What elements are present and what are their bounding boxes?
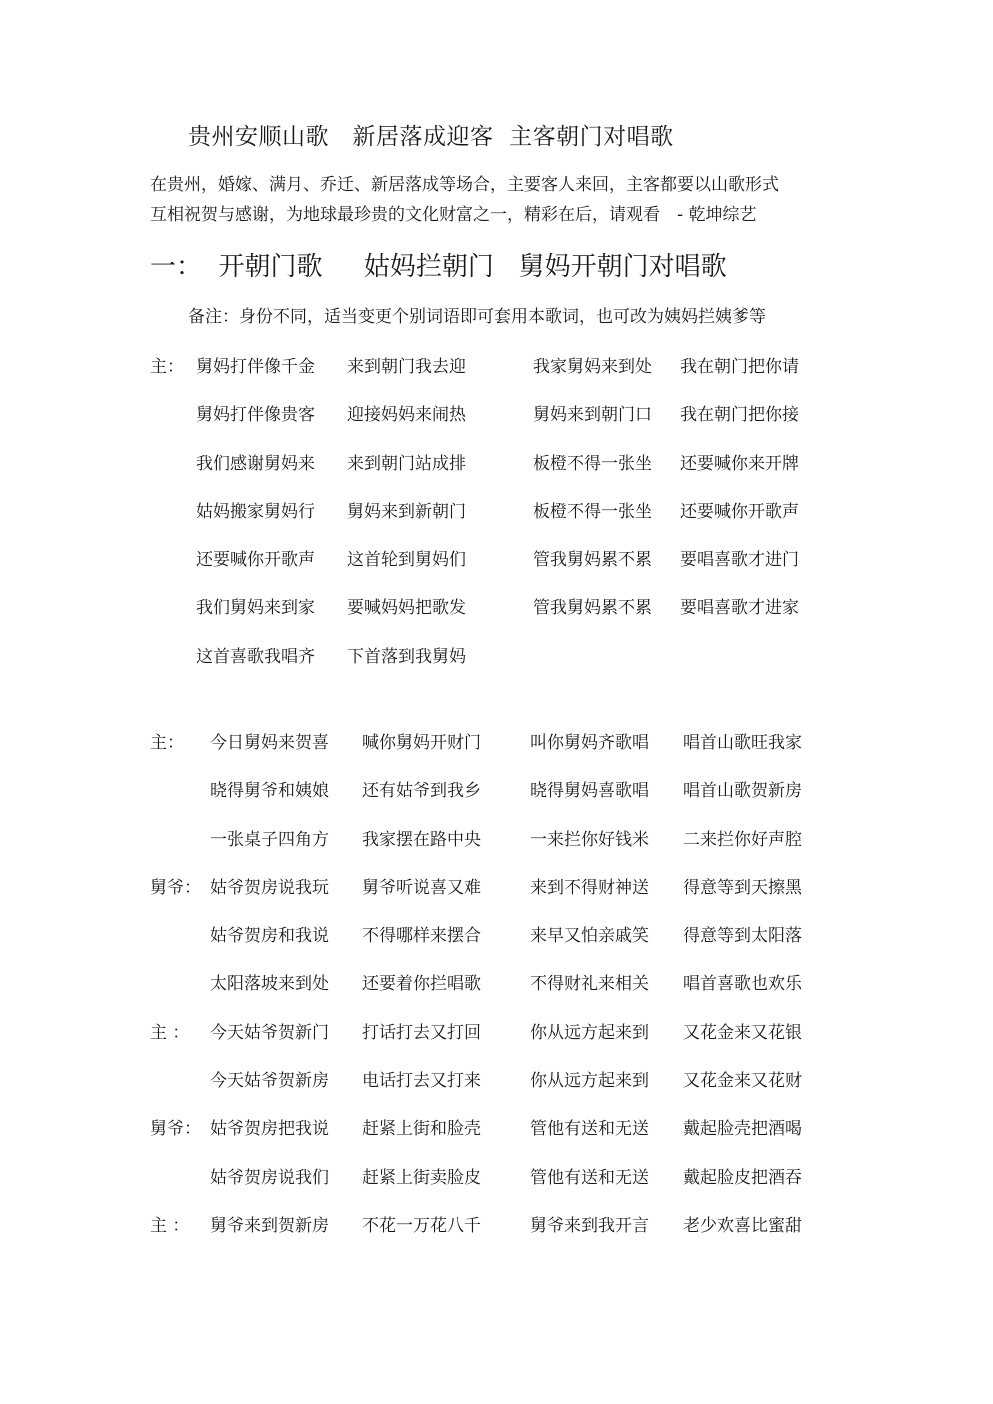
speaker-label: 主： xyxy=(150,357,184,377)
lyric-line: 得意等到天擦黑 xyxy=(683,877,802,898)
lyric-line: 我家摆在路中央 xyxy=(362,829,481,850)
speaker-label: 主 ： xyxy=(150,1022,190,1043)
lyric-line: 还有姑爷到我乡 xyxy=(362,781,481,802)
lyric-line: 一来拦你好钱米 xyxy=(530,829,649,850)
lyric-line: 还要着你拦唱歌 xyxy=(362,974,481,995)
lyric-line: 要唱喜歌才进家 xyxy=(680,598,799,619)
speaker-label: 主 ： xyxy=(150,1215,190,1236)
lyric-line: 今日舅妈来贺喜 xyxy=(210,733,329,753)
lyric-line: 不得财礼来相关 xyxy=(530,974,649,995)
intro-paragraph xyxy=(150,170,830,230)
lyric-line: 唱首山歌旺我家 xyxy=(683,733,802,753)
section-heading: 一： 开朝门歌 姑妈拦朝门 舅妈开朝门对唱歌 xyxy=(150,252,727,282)
lyric-line: 今天姑爷贺新房 xyxy=(210,1071,329,1092)
lyric-line: 我们感谢舅妈来 xyxy=(196,453,315,474)
lyric-line: 来到朝门我去迎 xyxy=(347,357,466,377)
lyric-line: 姑爷贺房和我说 xyxy=(210,926,329,947)
lyric-line: 戴起脸皮把酒吞 xyxy=(683,1167,802,1188)
note-text: 备注：身份不同，适当变更个别词语即可套用本歌词，也可改为姨妈拦姨爹等 xyxy=(188,307,766,327)
lyric-line: 不花一万花八千 xyxy=(362,1215,481,1236)
lyric-line: 舅妈来到新朝门 xyxy=(347,501,466,522)
lyric-line: 管他有送和无送 xyxy=(530,1167,649,1188)
lyric-line: 来到朝门站成排 xyxy=(347,453,466,474)
lyric-line: 太阳落坡来到处 xyxy=(210,974,329,995)
lyric-line: 晓得舅爷和姨娘 xyxy=(210,781,329,802)
lyric-line: 舅妈打伴像千金 xyxy=(196,357,315,377)
lyric-line: 迎接妈妈来闹热 xyxy=(347,405,466,426)
lyric-line: 打话打去又打回 xyxy=(362,1022,481,1043)
lyric-line: 这首喜歌我唱齐 xyxy=(196,646,315,667)
lyric-line: 姑爷贺房说我们 xyxy=(210,1167,329,1188)
lyric-line: 我在朝门把你请 xyxy=(680,357,799,377)
lyric-line: 一张桌子四角方 xyxy=(210,829,329,850)
lyric-line: 我家舅妈来到处 xyxy=(533,357,652,377)
lyric-line: 下首落到我舅妈 xyxy=(347,646,466,667)
intro-line: 互相祝贺与感谢，为地球最珍贵的文化财富之一，精彩在后，请观看 - 乾坤综艺 xyxy=(150,205,757,225)
lyric-line: 我们舅妈来到家 xyxy=(196,598,315,619)
lyric-line: 晓得舅妈喜歌唱 xyxy=(530,781,649,802)
lyric-line: 姑妈搬家舅妈行 xyxy=(196,501,315,522)
lyric-line: 老少欢喜比蜜甜 xyxy=(683,1215,802,1236)
intro-line: 在贵州，婚嫁、满月、乔迁、新居落成等场合，主要客人来回，主客都要以山歌形式 xyxy=(150,175,779,195)
lyric-line: 来早又怕亲戚笑 xyxy=(530,926,649,947)
lyric-line: 不得哪样来摆合 xyxy=(362,926,481,947)
lyric-line: 要唱喜歌才进门 xyxy=(680,550,799,571)
lyric-line: 舅妈来到朝门口 xyxy=(533,405,652,426)
lyric-line: 电话打去又打来 xyxy=(362,1071,481,1092)
lyric-line: 二来拦你好声腔 xyxy=(683,829,802,850)
lyric-line: 管他有送和无送 xyxy=(530,1119,649,1140)
lyric-line: 我在朝门把你接 xyxy=(680,405,799,426)
lyric-line: 又花金来又花财 xyxy=(683,1071,802,1092)
lyric-line: 姑爷贺房把我说 xyxy=(210,1119,329,1140)
lyric-line: 你从远方起来到 xyxy=(530,1071,649,1092)
speaker-label: 舅爷： xyxy=(150,1119,201,1140)
lyric-line: 还要喊你开歌声 xyxy=(680,501,799,522)
lyric-line: 赶紧上街卖脸皮 xyxy=(362,1167,481,1188)
lyric-line: 管我舅妈累不累 xyxy=(533,598,652,619)
lyric-line: 板橙不得一张坐 xyxy=(533,453,652,474)
lyric-line: 今天姑爷贺新门 xyxy=(210,1022,329,1043)
lyric-line: 得意等到太阳落 xyxy=(683,926,802,947)
lyric-line: 唱首山歌贺新房 xyxy=(683,781,802,802)
lyric-line: 你从远方起来到 xyxy=(530,1022,649,1043)
lyric-line: 板橙不得一张坐 xyxy=(533,501,652,522)
lyric-line: 姑爷贺房说我玩 xyxy=(210,877,329,898)
lyric-line: 来到不得财神送 xyxy=(530,877,649,898)
lyric-line: 舅爷听说喜又难 xyxy=(362,877,481,898)
lyric-line: 舅爷来到贺新房 xyxy=(210,1215,329,1236)
lyric-line: 还要喊你开歌声 xyxy=(196,550,315,571)
lyric-line: 唱首喜歌也欢乐 xyxy=(683,974,802,995)
lyric-line: 要喊妈妈把歌发 xyxy=(347,598,466,619)
lyric-line: 管我舅妈累不累 xyxy=(533,550,652,571)
lyric-line: 戴起脸壳把酒喝 xyxy=(683,1119,802,1140)
speaker-label: 主： xyxy=(150,733,184,753)
document-title: 贵州安顺山歌 新居落成迎客 主客朝门对唱歌 xyxy=(188,124,674,150)
lyric-line: 还要喊你来开牌 xyxy=(680,453,799,474)
speaker-label: 舅爷： xyxy=(150,877,201,898)
lyric-line: 舅妈打伴像贵客 xyxy=(196,405,315,426)
lyric-line: 舅爷来到我开言 xyxy=(530,1215,649,1236)
lyric-line: 又花金来又花银 xyxy=(683,1022,802,1043)
lyric-line: 叫你舅妈齐歌唱 xyxy=(530,733,649,753)
lyric-line: 喊你舅妈开财门 xyxy=(362,733,481,753)
lyric-line: 这首轮到舅妈们 xyxy=(347,550,466,571)
lyric-line: 赶紧上街和脸壳 xyxy=(362,1119,481,1140)
